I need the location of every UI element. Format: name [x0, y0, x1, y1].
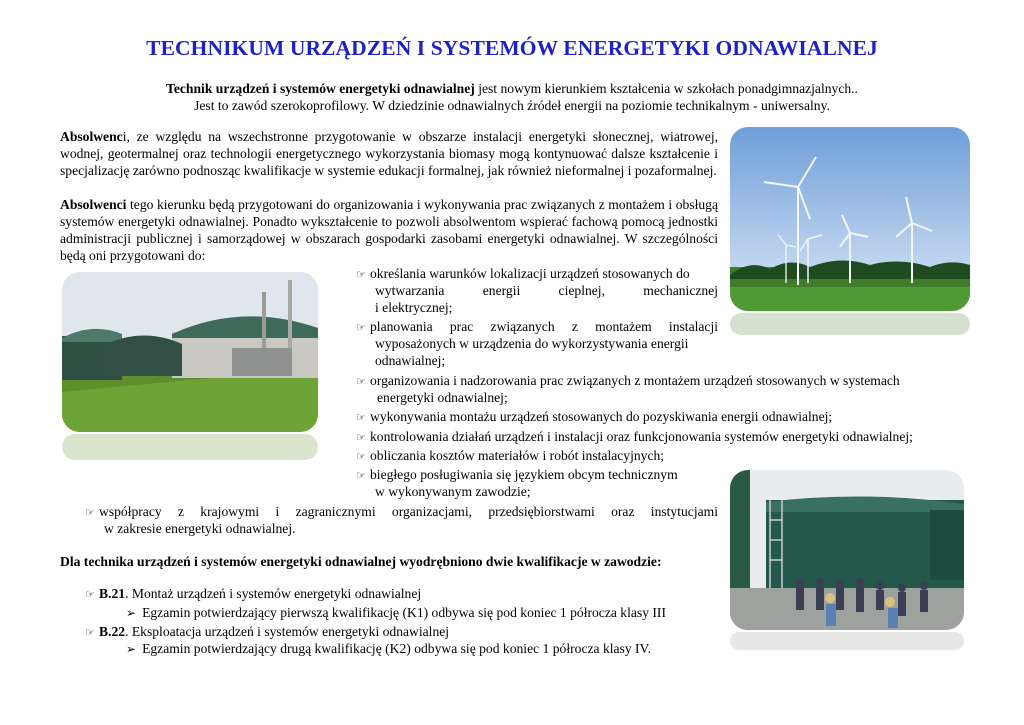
list-item-continuation: odnawialnej; — [375, 353, 446, 368]
list-item: ☞ współpracy z krajowymi i zagranicznymi organizacjami, przedsiębiorstwami oraz instytucjami — [85, 504, 718, 519]
visitors-photo-reflection — [730, 632, 964, 650]
intro — [60, 80, 964, 114]
list-item: ☞ określania warunków lokalizacji urządzeń stosowanych do — [356, 266, 690, 281]
pointing-hand-icon: ☞ — [356, 268, 366, 281]
list-item-continuation: w wykonywanym zawodzie; — [375, 484, 531, 499]
arrow-right-icon: ➢ — [126, 606, 137, 620]
paragraph-preparation — [60, 196, 718, 264]
biogas-plant-photo — [62, 272, 318, 432]
para2-bold: Absolwenci — [60, 197, 127, 212]
qualification-code: B.21 — [99, 586, 126, 601]
list-item: ☞ planowania prac związanych z montażem instalacji — [356, 319, 718, 334]
pointing-hand-icon: ☞ — [85, 626, 95, 639]
pointing-hand-icon: ☞ — [356, 321, 366, 334]
list-item-continuation: w zakresie energetyki odnawialnej. — [104, 521, 296, 536]
pointing-hand-icon: ☞ — [356, 469, 366, 482]
pointing-hand-icon: ☞ — [356, 411, 366, 424]
list-item: ☞ kontrolowania działań urządzeń i instalacji oraz funkcjonowania systemów energetyki odnawialnej; — [356, 429, 913, 444]
para2-rest: tego kierunku będą przygotowani do organizowania i wykonywania prac związanych z montażem i obsługą systemów energetyki odnawialnej. Ponadto wykształcenie to pozwoli absolwentom wspierać fachową pomocą jednostki administracji publicznej i samorządowej w obszarach gospodarki zasobami energetyki odnawialnej. W szczególności będą oni przygotowani do: — [60, 197, 718, 263]
visitors-tank-photo — [730, 470, 964, 630]
list-item: ☞ organizowania i nadzorowania prac związanych z montażem urządzeń stosowanych w systemach — [356, 373, 900, 388]
paragraph-graduates — [60, 128, 718, 179]
biogas-photo-reflection — [62, 434, 318, 460]
qualification-item: ☞ B.21. Montaż urządzeń i systemów energetyki odnawialnej — [85, 586, 422, 601]
qualifications-heading: Dla technika urządzeń i systemów energetyki odnawialnej wyodrębniono dwie kwalifikacje w zawodzie: — [60, 554, 662, 569]
arrow-right-icon: ➢ — [126, 642, 137, 656]
pointing-hand-icon: ☞ — [356, 450, 366, 463]
pointing-hand-icon: ☞ — [356, 375, 366, 388]
list-item-continuation: i elektrycznej; — [375, 300, 453, 315]
wind-turbines-photo — [730, 127, 970, 311]
qualification-item: ☞ B.22. Eksploatacja urządzeń i systemów energetyki odnawialnej — [85, 624, 450, 639]
pointing-hand-icon: ☞ — [85, 588, 95, 601]
para1-rest: i, ze względu na wszechstronne przygotowanie w obszarze instalacji energetyki słonecznej, wiatrowej, wodnej, geotermalnej oraz technologii energetycznego wykorzystania biomasy mogą kontynuować dalsze kształcenie i specjalizację zarówno podnosząc kwalifikacje w systemie edukacji formalnej, jak również nieformalnej i pozaformalnej. — [60, 129, 718, 178]
qualification-exam: ➢ Egzamin potwierdzający pierwszą kwalifikację (K1) odbywa się pod koniec 1 półrocza klasy III — [126, 605, 666, 620]
list-item: ☞ biegłego posługiwania się językiem obcym technicznym — [356, 467, 678, 482]
list-item: ☞ wykonywania montażu urządzeń stosowanych do pozyskiwania energii odnawialnej; — [356, 409, 833, 424]
qualification-exam: ➢ Egzamin potwierdzający drugą kwalifikację (K2) odbywa się pod koniec 1 półrocza klasy IV. — [126, 641, 652, 656]
para1-bold: Absolwenc — [60, 129, 123, 144]
list-item: ☞ obliczania kosztów materiałów i robót instalacyjnych; — [356, 448, 665, 463]
intro-bold: Technik urządzeń i systemów energetyki odnawialnej — [166, 81, 475, 96]
intro-rest: jest nowym kierunkiem kształcenia w szkołach ponadgimnazjalnych.. — [474, 81, 858, 96]
page-title: TECHNIKUM URZĄDZEŃ I SYSTEMÓW ENERGETYKI ODNAWIALNEJ — [146, 36, 878, 60]
pointing-hand-icon: ☞ — [356, 431, 366, 444]
qualification-code: B.22 — [99, 624, 126, 639]
pointing-hand-icon: ☞ — [85, 506, 95, 519]
wind-photo-reflection — [730, 313, 970, 335]
list-item-continuation: energetyki odnawialnej; — [377, 390, 508, 405]
list-item-continuation: wyposażonych w urządzenia do wykorzystywania energii — [375, 336, 689, 351]
list-item-continuation: wytwarzania energii cieplnej, mechanicznej — [375, 283, 718, 298]
intro-line2: Jest to zawód szerokoprofilowy. W dziedzinie odnawialnych źródeł energii na poziomie technikalnym - uniwersalny. — [194, 98, 830, 113]
